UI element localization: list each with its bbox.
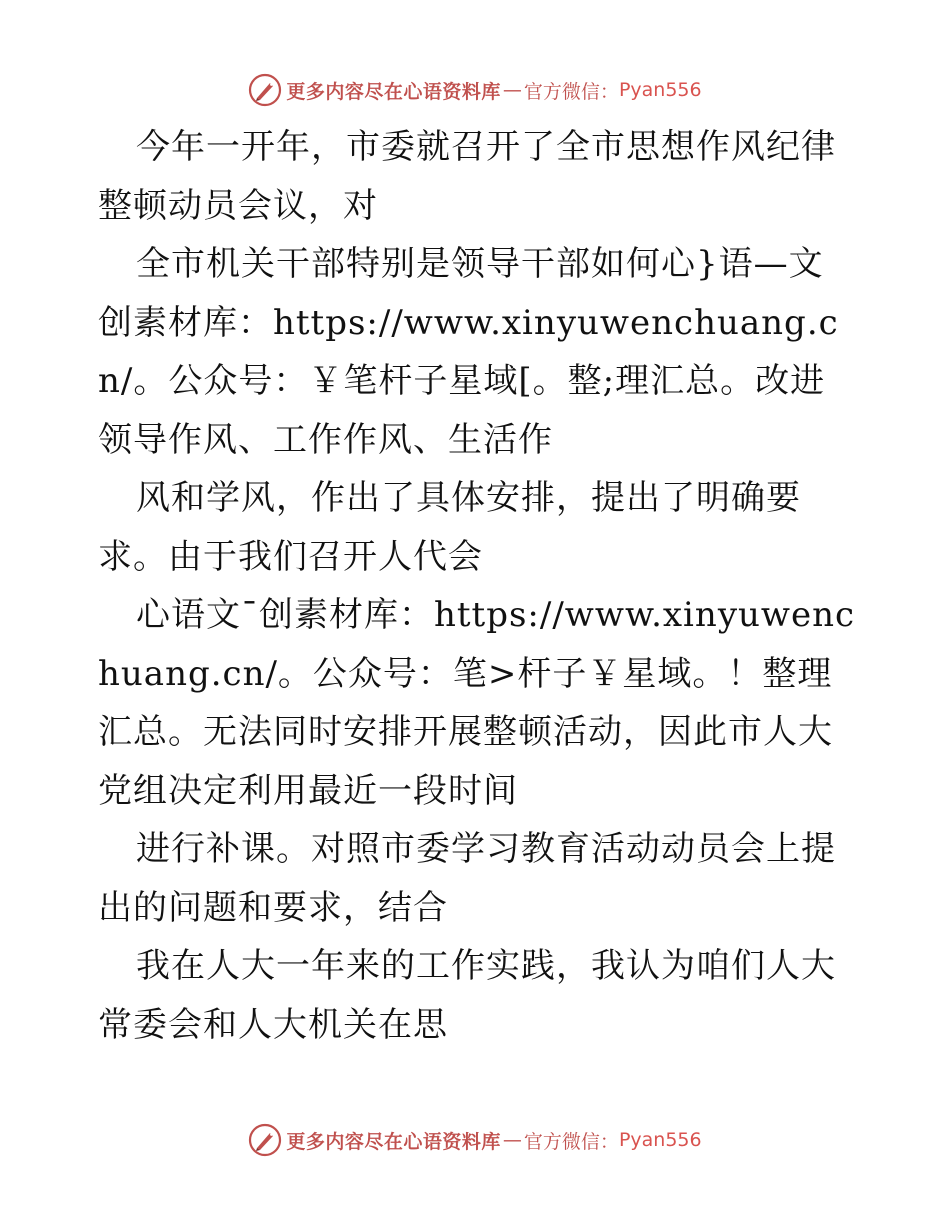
footer-separator: —	[502, 1129, 522, 1151]
footer-wechat-label: 官方微信：	[523, 1130, 619, 1153]
paragraph: 进行补课。对照市委学习教育活动动员会上提出的问题和要求，结合	[98, 829, 836, 928]
paragraph: 风和学风，作出了具体安排，提出了明确要求。由于我们召开人代会	[98, 478, 801, 577]
footer-brand-text: 更多内容尽在心语资料库	[286, 1130, 501, 1153]
pen-logo-icon	[248, 73, 282, 107]
paragraph: 我在人大一年来的工作实践，我认为咱们人大常委会和人大机关在思	[98, 946, 836, 1045]
header-banner	[0, 72, 950, 108]
pen-logo-icon	[248, 1123, 282, 1157]
header-separator: —	[502, 79, 522, 101]
paragraph: 全市机关干部特别是领导干部如何心}语—文创素材库：https://www.xinyuwenchuang.cn/。公众号：￥笔杆子星域[。整;理汇总。改进领导作风、工作作风、生活作	[98, 244, 839, 460]
paragraph: 心语文¯创素材库：https://www.xinyuwenchuang.cn/。公众号：笔>杆子￥星域。！整理汇总。无法同时安排开展整顿活动，因此市人大党组决定利用最近一段时间	[98, 595, 856, 811]
header-wechat-label: 官方微信：	[523, 80, 619, 103]
header-wechat-account: Pyan556	[618, 79, 702, 101]
footer-wechat-account: Pyan556	[618, 1129, 702, 1151]
header-brand-text: 更多内容尽在心语资料库	[286, 80, 501, 103]
document-body	[98, 118, 858, 1054]
paragraph: 今年一开年，市委就召开了全市思想作风纪律整顿动员会议，对	[98, 127, 836, 226]
footer-banner	[0, 1122, 950, 1158]
